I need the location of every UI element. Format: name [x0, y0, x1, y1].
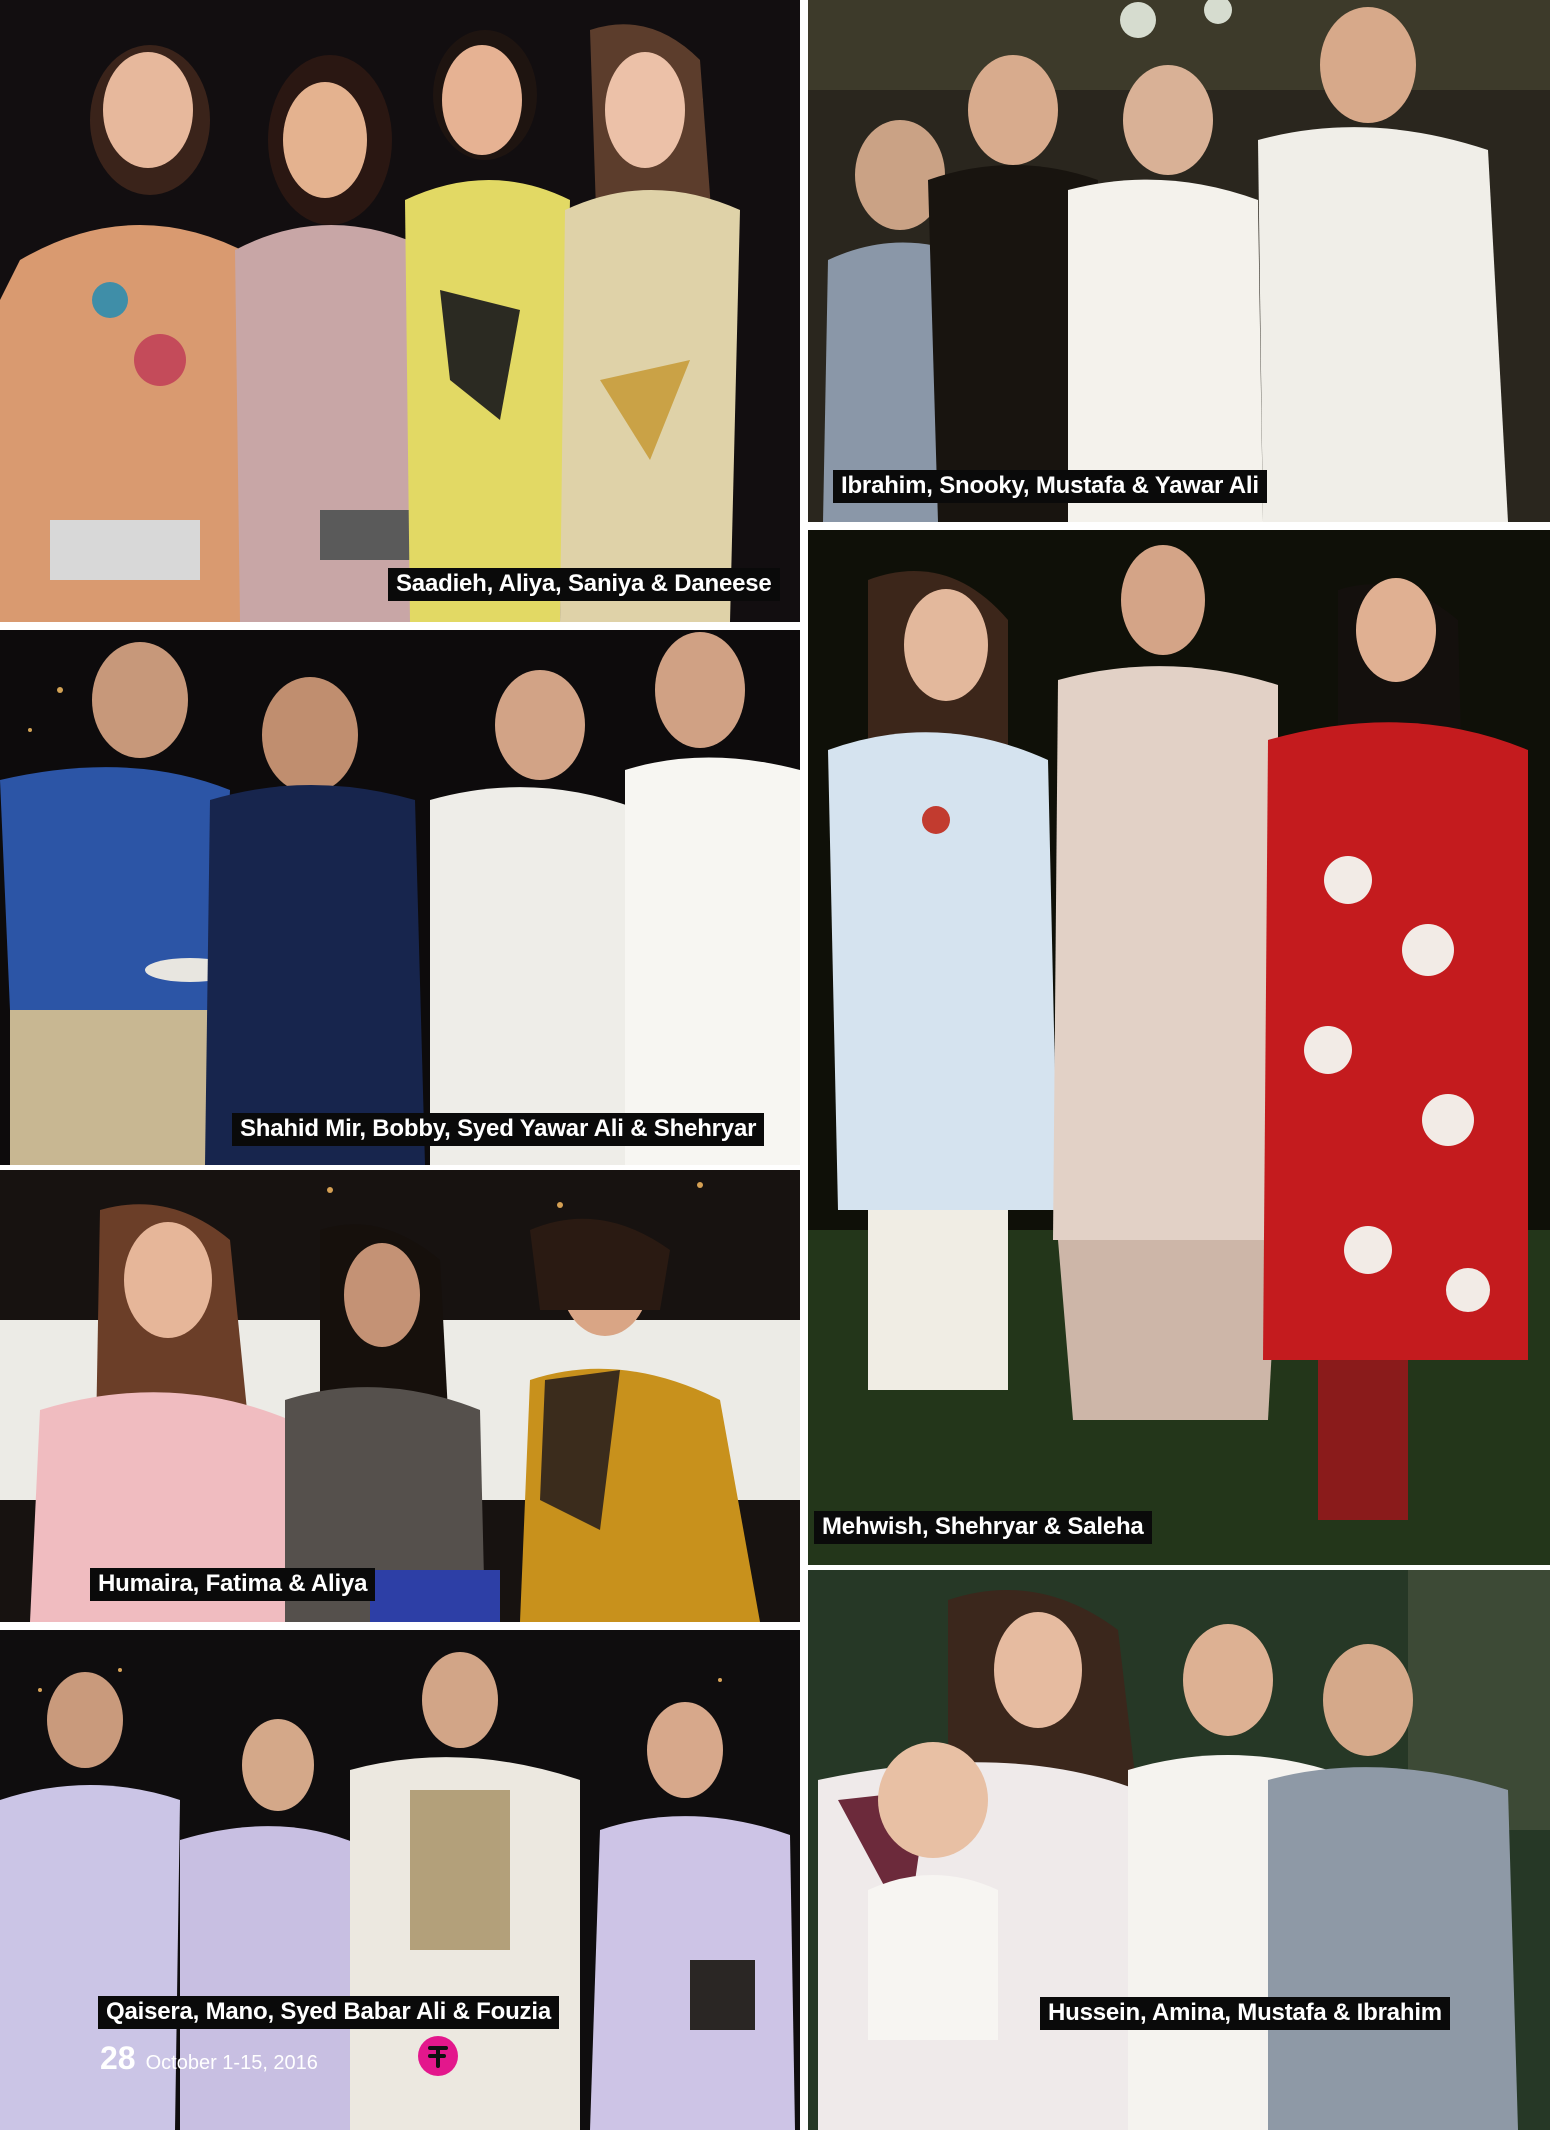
photo-3-caption: Shahid Mir, Bobby, Syed Yawar Ali & Shehryar	[232, 1113, 764, 1146]
photo-3-image	[0, 630, 800, 1165]
photo-4-image	[808, 530, 1550, 1565]
photo-7-caption: Hussein, Amina, Mustafa & Ibrahim	[1040, 1997, 1450, 2030]
photo-7	[808, 1570, 1550, 2130]
photo-5-image	[0, 1170, 800, 1622]
photo-2-image	[808, 0, 1550, 522]
page-number: 28	[100, 2040, 136, 2076]
photo-6-caption: Qaisera, Mano, Syed Babar Ali & Fouzia	[98, 1996, 559, 2029]
photo-2	[808, 0, 1550, 522]
photo-5	[0, 1170, 800, 1622]
photo-5-caption: Humaira, Fatima & Aliya	[90, 1568, 375, 1601]
photo-4-caption: Mehwish, Shehryar & Saleha	[814, 1511, 1152, 1544]
magazine-logo-icon	[418, 2036, 458, 2076]
photo-4	[808, 530, 1550, 1565]
photo-1-caption: Saadieh, Aliya, Saniya & Daneese	[388, 568, 780, 601]
photo-1	[0, 0, 800, 622]
issue-date: October 1-15, 2016	[145, 2052, 318, 2074]
photo-3	[0, 630, 800, 1165]
page-footer	[100, 2040, 318, 2086]
photo-1-image	[0, 0, 800, 622]
photo-2-caption: Ibrahim, Snooky, Mustafa & Yawar Ali	[833, 470, 1267, 503]
photo-7-image	[808, 1570, 1550, 2130]
